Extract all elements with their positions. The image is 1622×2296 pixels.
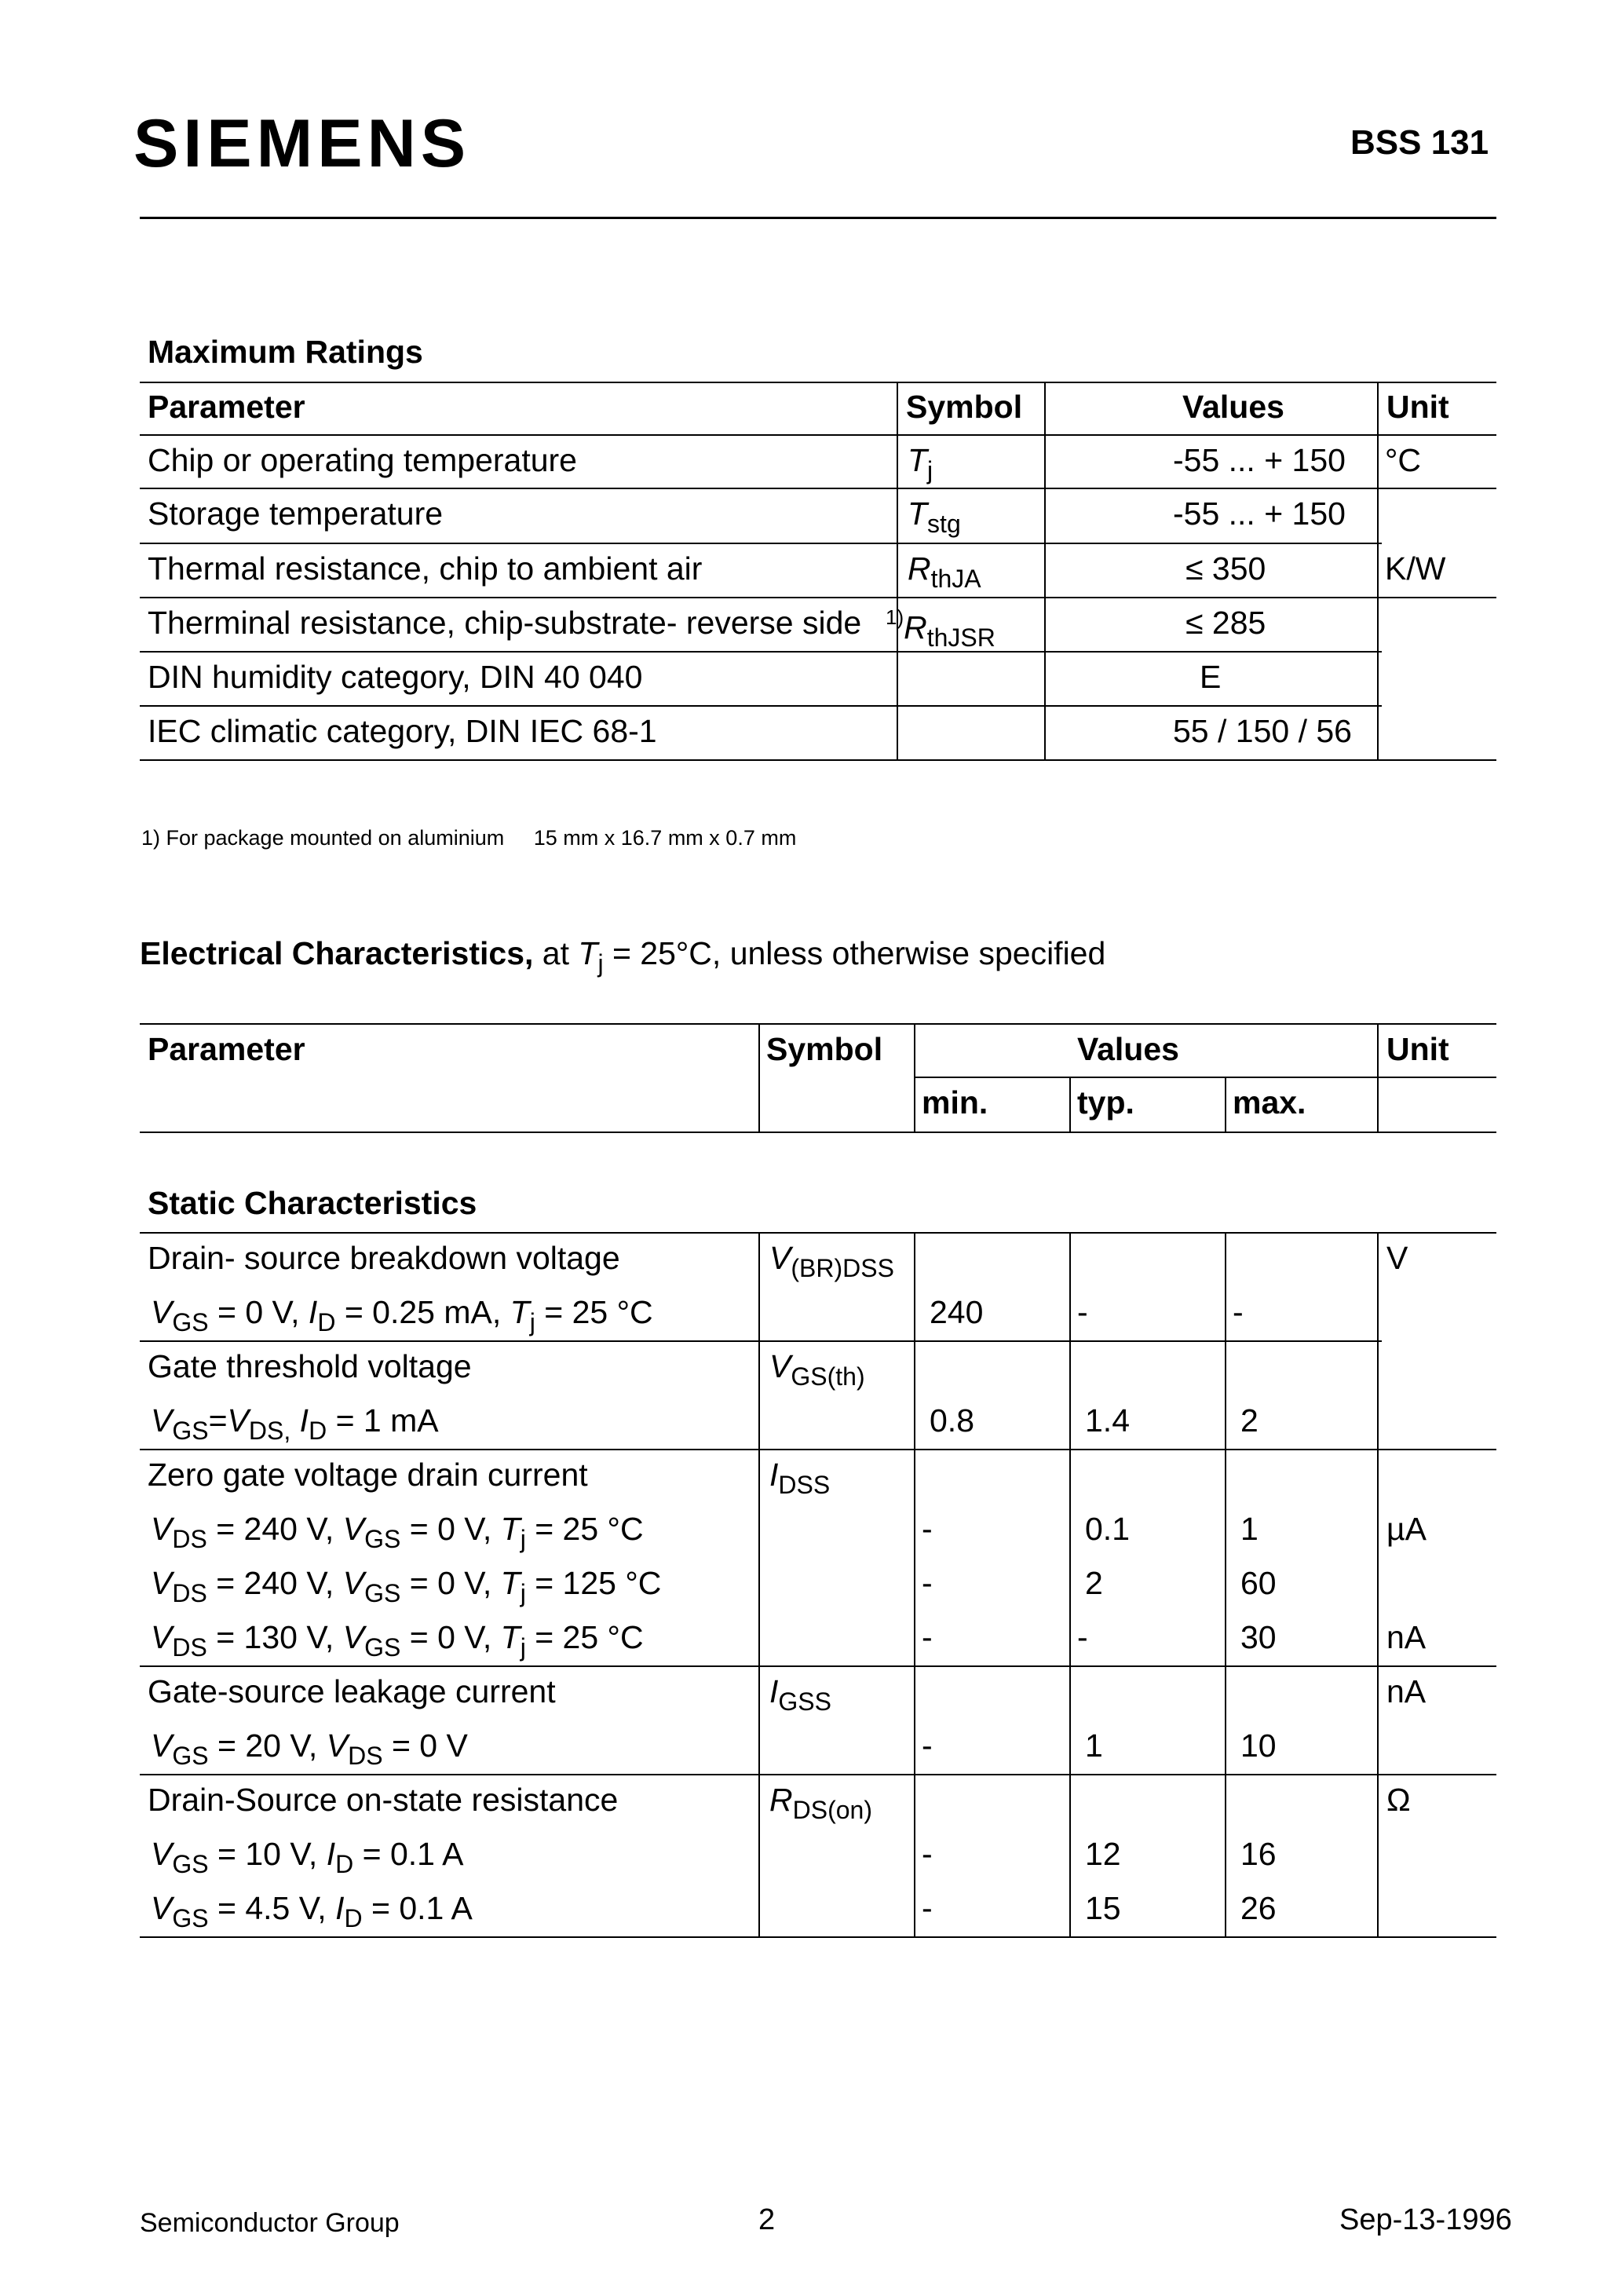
mr-row-parameter: Chip or operating temperature xyxy=(148,442,577,478)
ec-header-unit: Unit xyxy=(1386,1031,1449,1067)
st-typ: 1 xyxy=(1085,1727,1103,1764)
mr-row-symbol: $R_{thJA}$ xyxy=(908,550,981,593)
ec-line xyxy=(140,1132,1496,1133)
mr-line xyxy=(140,382,1496,383)
st-typ: 0.1 xyxy=(1085,1511,1130,1547)
mr-header-parameter: Parameter xyxy=(148,389,305,425)
mr-row-unit: K/W xyxy=(1385,550,1446,587)
ec-header-symbol: Symbol xyxy=(766,1031,883,1067)
st-min: - xyxy=(922,1619,933,1655)
ec-header-typ: typ. xyxy=(1077,1084,1134,1121)
st-typ: 15 xyxy=(1085,1890,1121,1926)
mr-line xyxy=(140,759,1496,761)
mr-row-symbol: $^{1)}R_{thJSR}$ xyxy=(886,605,995,652)
st-line xyxy=(140,1232,1496,1234)
mr-vline xyxy=(897,382,898,761)
mr-row-parameter: Thermal resistance, chip to ambient air xyxy=(148,550,703,587)
st-max: 16 xyxy=(1240,1836,1277,1872)
st-param-name: Zero gate voltage drain current xyxy=(148,1457,588,1493)
footer-date: Sep-13-1996 xyxy=(1339,2203,1512,2236)
st-max: 10 xyxy=(1240,1727,1277,1764)
mr-row-symbol: $T_{stg}$ xyxy=(908,495,961,538)
st-min: - xyxy=(922,1565,933,1601)
ec-header-max: max. xyxy=(1233,1084,1306,1121)
st-typ: - xyxy=(1077,1294,1088,1330)
st-vline xyxy=(758,1232,760,1938)
mr-footnote: 1) For package mounted on aluminium 15 mm x 16.7 mm x 0.7 mm xyxy=(141,826,797,850)
mr-vline xyxy=(1044,382,1046,761)
st-vline xyxy=(1225,1232,1226,1938)
mr-row-symbol: $T_j$ xyxy=(908,442,933,484)
st-min: - xyxy=(922,1890,933,1926)
mr-row-value: ≤ 285 xyxy=(1185,605,1266,641)
st-line xyxy=(140,1449,1496,1450)
st-symbol: $V_{(BR)DSS}$ xyxy=(769,1240,894,1282)
ec-header-values: Values xyxy=(1077,1031,1179,1067)
st-min: - xyxy=(922,1727,933,1764)
st-unit: nA xyxy=(1386,1619,1427,1655)
st-max: 30 xyxy=(1240,1619,1277,1655)
mr-header-values: Values xyxy=(1182,389,1284,425)
ec-line xyxy=(914,1077,1496,1078)
footer-group: Semiconductor Group xyxy=(140,2208,400,2238)
st-min: - xyxy=(922,1511,933,1547)
st-param-name: Gate threshold voltage xyxy=(148,1348,472,1384)
st-param-name: Drain- source breakdown voltage xyxy=(148,1240,620,1276)
st-symbol: $I_{DSS}$ xyxy=(769,1457,831,1499)
mr-line xyxy=(140,705,1382,707)
st-condition: $V_{DS} = 240$ V, $V_{GS} = 0$ V, $T_j = 25$ °C xyxy=(151,1511,644,1553)
st-min: - xyxy=(922,1836,933,1872)
st-condition: $V_{GS} = 20$ V, $V_{DS} = 0$ V xyxy=(151,1727,468,1770)
ec-vline xyxy=(758,1023,760,1133)
st-max: 1 xyxy=(1240,1511,1259,1547)
st-vline xyxy=(1069,1232,1071,1938)
st-min: 240 xyxy=(930,1294,984,1330)
ec-title: Electrical Characteristics, at $T_j = 25^\circ C$, unless otherwise specified xyxy=(140,935,1106,978)
mr-row-value: 55 / 150 / 56 xyxy=(1173,713,1352,749)
st-condition: $V_{DS} = 240$ V, $V_{GS} = 0$ V, $T_j = 125$ °C xyxy=(151,1565,662,1607)
st-unit: µA xyxy=(1386,1511,1427,1547)
st-symbol: $R_{DS(on)}$ xyxy=(769,1782,872,1824)
st-unit: Ω xyxy=(1386,1782,1411,1818)
mr-header-symbol: Symbol xyxy=(906,389,1023,425)
ec-vline xyxy=(914,1023,915,1133)
max-ratings-title: Maximum Ratings xyxy=(148,334,423,370)
mr-row-parameter: DIN humidity category, DIN 40 040 xyxy=(148,659,643,695)
mr-header-unit: Unit xyxy=(1386,389,1449,425)
ec-vline xyxy=(1377,1023,1379,1133)
mr-row-value: -55 ... + 150 xyxy=(1173,442,1346,478)
st-condition: $V_{GS} = 4.5$ V, $I_D = 0.1$ A xyxy=(151,1890,473,1932)
mr-line xyxy=(140,651,1382,653)
st-line xyxy=(140,1340,1382,1342)
mr-line xyxy=(140,488,1496,489)
mr-vline xyxy=(1377,382,1379,761)
st-condition: $V_{DS} = 130$ V, $V_{GS} = 0$ V, $T_j = 25$ °C xyxy=(151,1619,644,1662)
st-line xyxy=(140,1774,1496,1775)
st-vline xyxy=(914,1232,915,1938)
st-min: 0.8 xyxy=(930,1402,974,1439)
mr-row-value: -55 ... + 150 xyxy=(1173,495,1346,532)
st-max: 2 xyxy=(1240,1402,1259,1439)
st-param-name: Gate-source leakage current xyxy=(148,1673,556,1709)
st-line xyxy=(140,1936,1496,1938)
st-max: 60 xyxy=(1240,1565,1277,1601)
ec-header-min: min. xyxy=(922,1084,988,1121)
st-typ: 12 xyxy=(1085,1836,1121,1872)
st-param-name: Drain-Source on-state resistance xyxy=(148,1782,619,1818)
part-number: BSS 131 xyxy=(1350,123,1489,162)
st-max: 26 xyxy=(1240,1890,1277,1926)
ec-vline xyxy=(1069,1077,1071,1133)
ec-vline xyxy=(1225,1077,1226,1133)
mr-row-parameter: Therminal resistance, chip-substrate- reverse side xyxy=(148,605,862,641)
st-typ: 1.4 xyxy=(1085,1402,1130,1439)
mr-line xyxy=(140,597,1496,598)
mr-row-parameter: IEC climatic category, DIN IEC 68-1 xyxy=(148,713,657,749)
mr-row-value: ≤ 350 xyxy=(1185,550,1266,587)
mr-line xyxy=(140,434,1496,436)
mr-row-unit: °C xyxy=(1385,442,1422,478)
st-typ: 2 xyxy=(1085,1565,1103,1601)
st-typ: - xyxy=(1077,1619,1088,1655)
st-unit: V xyxy=(1386,1240,1408,1276)
mr-row-parameter: Storage temperature xyxy=(148,495,444,532)
st-condition: $V_{GS}=V_{DS,}$ $I_D = 1$ mA xyxy=(151,1402,439,1445)
mr-line xyxy=(140,543,1382,544)
st-condition: $V_{GS} = 0$ V, $I_D = 0.25$ mA, $T_j = 25$ °C xyxy=(151,1294,653,1336)
st-max: - xyxy=(1233,1294,1244,1330)
st-symbol: $I_{GSS}$ xyxy=(769,1673,831,1716)
st-unit: nA xyxy=(1386,1673,1427,1709)
st-condition: $V_{GS} = 10$ V, $I_D = 0.1$ A xyxy=(151,1836,464,1878)
siemens-logo: SIEMENS xyxy=(133,106,471,181)
page-number: 2 xyxy=(758,2203,776,2236)
static-section-title: Static Characteristics xyxy=(148,1185,477,1221)
st-vline xyxy=(1377,1232,1379,1938)
header-divider xyxy=(140,217,1496,219)
ec-header-parameter: Parameter xyxy=(148,1031,305,1067)
st-symbol: $V_{GS(th)}$ xyxy=(769,1348,865,1391)
mr-row-value: E xyxy=(1200,659,1222,695)
st-line xyxy=(140,1665,1496,1667)
ec-line xyxy=(140,1023,1496,1025)
